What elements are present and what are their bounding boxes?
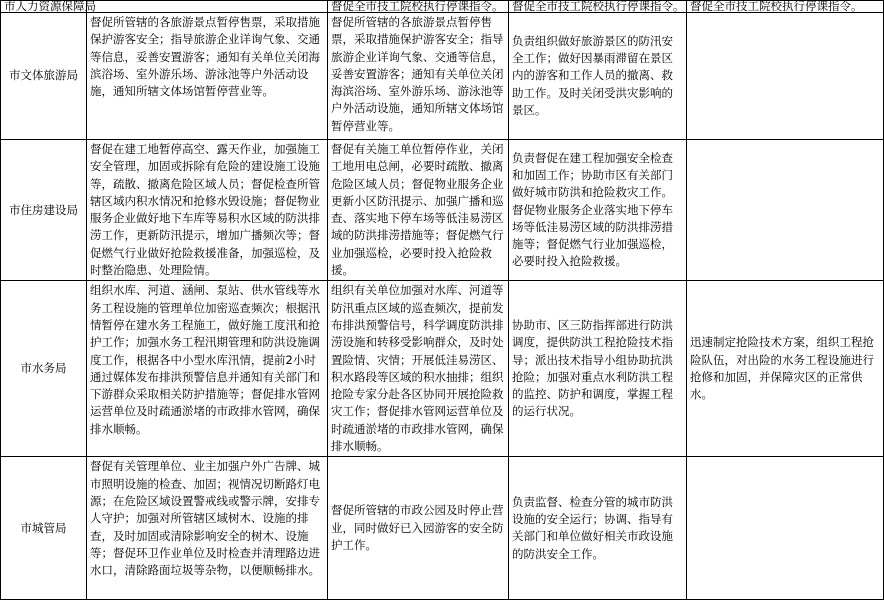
- department-name: 市水务局: [1, 281, 87, 457]
- table-cell: [687, 140, 884, 281]
- table-cell: 督促有关施工单位暂停作业，关闭工地用电总闸，必要时疏散、撤离危险区域人员；督促物业服务企业更新小区防汛提示、加强广播和巡查、落实地下停车场等低洼易涝区域的防洪排涝措施等；督促燃气行业加强巡检，必要时投入抢险救援。: [328, 140, 509, 281]
- table-cell: 协助市、区三防指挥部进行防洪调度，提供防洪工程抢险技术指导；派出技术指导小组协助抗洪抢险；加强对重点水利防洪工程的监控、防护和调度，掌握工程的运行状况。: [509, 281, 687, 457]
- department-name: 市住房建设局: [1, 140, 87, 281]
- table-cell: 督促所管辖的各旅游景点暂停售票，采取措施保护游客安全；指导旅游企业详询气象、交通等信息，妥善安置游客；通知有关单位关闭海滨浴场、室外游乐场、游泳池等户外活动设施，通知所辖文体场馆暂停营业等。: [328, 13, 509, 140]
- header-cell-dept: 市人力资源保障局: [1, 1, 87, 13]
- table-cell: [687, 457, 884, 600]
- table-cell: 迅速制定抢险技术方案，组织工程抢险队伍，对出险的水务工程设施进行抢修和加固，并保障灾区的正常供水。: [687, 281, 884, 457]
- table-cell: 组织水库、河道、涵闸、泵站、供水管线等水务工程设施的管理单位加密巡查频次；根据汛情暂停在建水务工程施工，做好施工度汛和抢护工作；加强水务工程汛期管理和防洪设施调度工作，根据各中小型水库汛情，提前2小时通过媒体发布排洪预警信息并通知有关部门和下游群众采取相关防护措施等；督促排水管网运营单位及时疏通淤堵的市政排水管网，确保排水顺畅。: [87, 281, 328, 457]
- table-row: [1, 281, 884, 457]
- table-cell: 负责监督、检查分管的城市防洪设施的安全运行；协调、指导有关部门和单位做好相关市政设施的防洪安全工作。: [509, 457, 687, 600]
- table-cell: 督促在建工地暂停高空、露天作业，加强施工安全管理，加固或拆除有危险的建设施工设施等，疏散、撤离危险区域人员；督促检查所管辖区域内积水情况和抢修水毁设施；督促物业服务企业做好地下车库等易积水区域的防洪排涝工作，更新防汛提示，增加广播频次等；督促燃气行业做好抢险救援准备，加强巡检，及时整治隐患、处理险情。: [87, 140, 328, 281]
- table-cell: 负责组织做好旅游景区的防汛安全工作；做好因暴雨滞留在景区内的游客和工作人员的撤离、救助工作。及时关闭受洪灾影响的景区。: [509, 13, 687, 140]
- header-row: [1, 1, 884, 13]
- header-cell-level-3: 督促全市技工院校执行停课指令。: [509, 1, 687, 13]
- table-row: [1, 457, 884, 600]
- header-cell-level-4: 督促全市技工院校执行停课指令。: [687, 1, 884, 13]
- department-name: 市文体旅游局: [1, 13, 87, 140]
- table-cell: [687, 13, 884, 140]
- header-cell-level-1: [87, 1, 328, 13]
- table-cell: 督促所管辖的各旅游景点暂停售票，采取措施保护游客安全；指导旅游企业详询气象、交通等信息，妥善安置游客；通知有关单位关闭海滨浴场、室外游乐场、游泳池等户外活动设施，通知所辖文体场馆暂停营业等。: [87, 13, 328, 140]
- table-cell: 督促所管辖的市政公园及时停止营业，同时做好已入园游客的安全防护工作。: [328, 457, 509, 600]
- table-cell: 督促有关管理单位、业主加强户外广告牌、城市照明设施的检查、加固；视情况切断路灯电源；在危险区域设置警戒线或警示牌，安排专人守护；加强对所管辖区域树木、设施的排查，及时加固或清除影响安全的树木、设施等；督促环卫作业单位及时检查并清理路边进水口，清除路面垃圾等杂物，以便顺畅排水。: [87, 457, 328, 600]
- table-row: [1, 140, 884, 281]
- header-cell-level-2: 督促全市技工院校执行停课指令。: [328, 1, 509, 13]
- department-name: 市城管局: [1, 457, 87, 600]
- table-cell: 组织有关单位加强对水库、河道等防汛重点区域的巡查频次，提前发布排洪预警信号，科学调度防洪排涝设施和转移受影响群众，及时处置险情、灾情；开展低洼易涝区、积水路段等区域的积水抽排；组织抢险专家分赴各区协同开展抢险救灾工作；督促排水管网运营单位及时疏通淤堵的市政排水管网，确保排水顺畅。: [328, 281, 509, 457]
- table-row: [1, 13, 884, 140]
- table-cell: 负责督促在建工程加强安全检查和加固工作；协助市区有关部门做好城市防洪和抢险救灾工作。督促物业服务企业落实地下停车场等低洼易涝区域的防洪排涝措施等；督促燃气行业加强巡检，必要时投入抢险救援。: [509, 140, 687, 281]
